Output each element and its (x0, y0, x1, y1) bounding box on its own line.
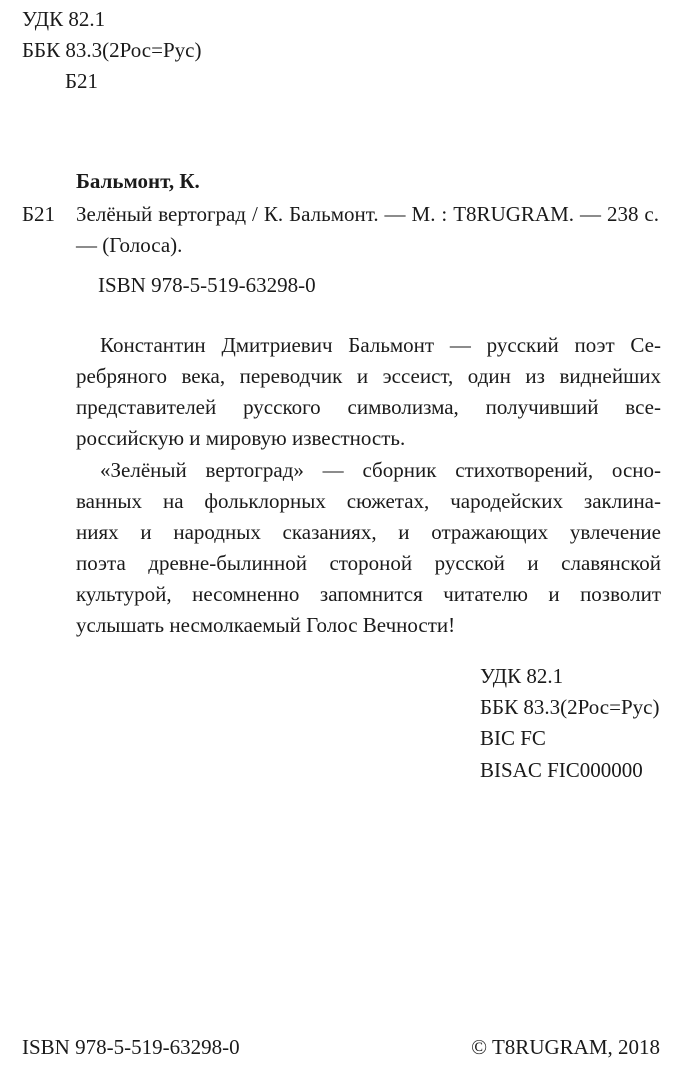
bibliographic-description: Зелёный вертоград / К. Бальмонт. — М. : T8RUGRAM. — 238 с. (76, 202, 659, 226)
annotation-line: культурой, несомненно запомнится читателю и позволит (76, 582, 661, 606)
annotation-line: услышать несмолкаемый Голос Вечности! (76, 613, 456, 637)
bbk-classification: ББК 83.3(2Рос=Рус) (22, 38, 202, 62)
bisac-classification: BISAC FIC000000 (480, 758, 643, 782)
entry-author-mark: Б21 (22, 202, 56, 226)
annotation-line: ребряного века, переводчик и эссеист, один из виднейших (76, 364, 661, 388)
udk-classification: УДК 82.1 (480, 664, 564, 688)
annotation-line: российскую и мировую известность. (76, 426, 406, 450)
annotation-line: ванных на фольклорных сюжетах, чародейских заклина- (76, 489, 661, 513)
copyright-notice: © T8RUGRAM, 2018 (471, 1035, 660, 1059)
annotation-line: поэта древне-былинной стороной русской и славянской (76, 551, 661, 575)
series-note: — (Голоса). (76, 233, 183, 257)
isbn-number: ISBN 978-5-519-63298-0 (98, 273, 316, 297)
author-heading: Бальмонт, К. (76, 169, 200, 193)
bbk-classification: ББК 83.3(2Рос=Рус) (480, 695, 660, 719)
annotation-line: ниях и народных сказаниях, и отражающих увлечение (76, 520, 661, 544)
author-mark: Б21 (65, 69, 99, 93)
footer-isbn: ISBN 978-5-519-63298-0 (22, 1035, 240, 1059)
annotation-line: представителей русского символизма, получивший все- (76, 395, 661, 419)
annotation-line: Константин Дмитриевич Бальмонт — русский поэт Се- (100, 333, 661, 357)
bic-classification: BIC FC (480, 726, 546, 750)
udk-classification: УДК 82.1 (22, 7, 106, 31)
annotation-line: «Зелёный вертоград» — сборник стихотворений, осно- (100, 458, 661, 482)
